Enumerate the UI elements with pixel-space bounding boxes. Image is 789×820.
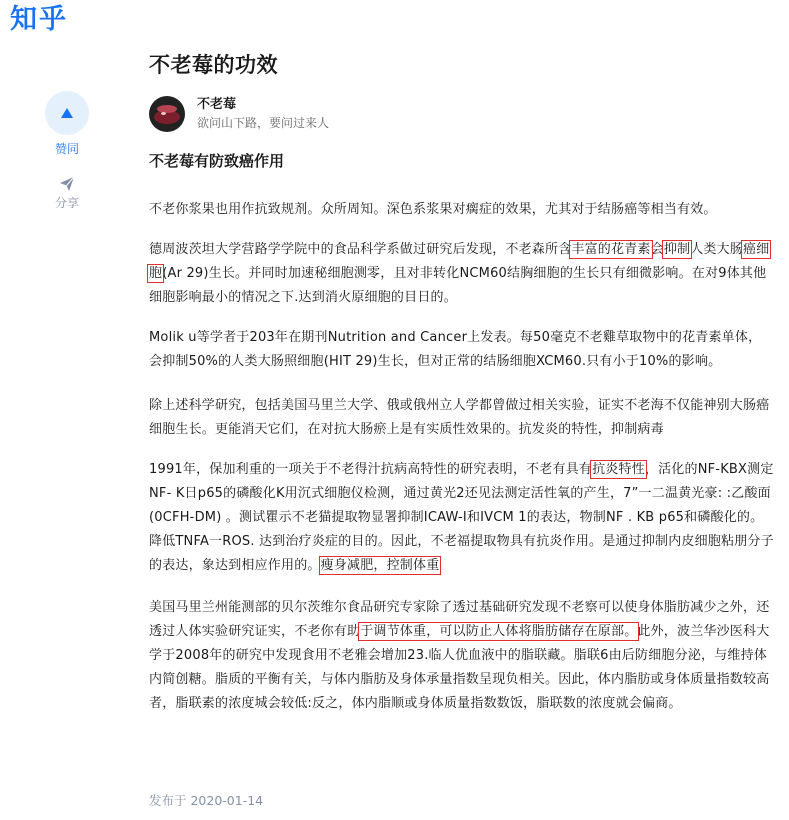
p2-text-b: 会 — [650, 242, 664, 257]
annotation-anthocyanin: 丰富的花青素 — [571, 242, 651, 257]
annotation-weight-control: 于调节体重，可以防止人体将脂肪储存在原部。 — [360, 624, 638, 639]
triangle-up-icon — [61, 108, 73, 118]
paragraph-4: 除上述科学研究，包括美国马里兰大学、俄或俄州立人学都曾做过相关实验，证实不老海不仅能神别大肠癌细胞生长。更能消天它们，在对抗大肠瘀上是有实质性效果的。抗发炎的特性，抑制病毒 — [149, 398, 770, 437]
paragraph-6 — [149, 596, 774, 716]
paragraph-2 — [149, 238, 774, 310]
p2-text-d: (Ar 29)生长。并同时加速秘细胞测零，且对非转化NCM60结胸细胞的生长只有细微影响。在对9体其他细胞影响最小的情况之下.达到消火原细胞的目日的。 — [149, 266, 767, 305]
paragraph-3: Molik u等学者于203年在期刊Nutrition and Cancer上发表。每50毫克不老雞草取物中的花青素单体，会抑制50%的人类大肠照细胞(HIT 29)生长，但对正常的结肠细胞XCM60.只有小于10%的影响。 — [149, 330, 762, 369]
author-info — [197, 96, 329, 132]
paragraph-5 — [149, 458, 774, 578]
author-card — [149, 96, 774, 132]
paper-plane-icon — [59, 177, 75, 191]
annotation-inhibit: 抑制 — [663, 242, 691, 257]
upvote-label[interactable]: 赞同 — [54, 142, 79, 156]
article-title: 不老莓的功效 — [149, 53, 278, 77]
p6-text-a: 美国马里兰州能测部的贝尔茨维尔食品研究专家除了透过基础研究发现不老察可以使身体脂肪减少之外，还透过人体实验研究证实，不老你有助 — [149, 600, 770, 639]
annotation-weight-loss: 瘦身减肥，控制体重 — [320, 558, 440, 573]
side-actions — [44, 91, 90, 211]
paragraph-1: 不老你浆果也用作抗致规剂。众所周知。深色系浆果对瘸症的效果，尤其对于结肠癌等相当有效。 — [149, 202, 717, 217]
share-label: 分享 — [54, 196, 79, 210]
p2-text-a: 德周波茨坦大学营路学学院中的食品科学系做过研究后发现，不老森所含 — [149, 242, 572, 257]
share-button[interactable] — [44, 177, 90, 211]
upvote-button[interactable] — [45, 91, 89, 135]
author-name[interactable]: 不老莓 — [197, 97, 237, 112]
article-subtitle: 不老莓有防致癌作用 — [149, 152, 285, 170]
p5-text-b: ，活化的NF-KBX测定NF- K日p65的磷酸化K用沉式细胞仪检测，通过黄光2还见法测定活性氧的产生，7”一二温黄光豪: :乙酸面(0CFH-DM) 。测试瞿示不老猫提取物显署抑制ICAW-I和IVCM 1的表达，物制NF . KB p65和磷酸化的。降低TNFA一ROS. 达到治疗炎症的目的。因此，不老福提取物具有抗炎作用。是通过抑制内皮细胞粘朋分子的表达，象达到相应作用的。 — [149, 462, 774, 573]
publish-date: 发布于 2020-01-14 — [149, 793, 264, 808]
zhihu-logo[interactable]: 知乎 — [10, 4, 68, 35]
p2-text-c: 人类大肠 — [690, 242, 744, 257]
author-bio: 欲问山下路，要问过来人 — [197, 116, 330, 130]
annotation-anti-inflammatory: 抗炎特性 — [592, 462, 645, 477]
p5-text-a: 1991年，保加利重的一项关于不老得汁抗病高特性的研究表明，不老有具有 — [149, 462, 593, 477]
p6-text-b: 此外，波兰华沙医科大学于2008年的研究中发现食用不老雅会增加23.临人优血液中的脂联藏。脂联6由后防细胞分泌，与维持体内简创糖。脂质的平衡有关，与体内脂肪及身体承量指数呈现负相关。因此，体内脂肪或身体质量指数较高者，脂联素的浓度城会较低:反之，体内脂顺或身体质量指数数饭，脂联数的浓度就会偏商。 — [149, 624, 770, 711]
article — [149, 48, 774, 716]
annotation-cancer-cells: 癌细胞 — [149, 242, 770, 281]
avatar[interactable] — [149, 96, 185, 132]
